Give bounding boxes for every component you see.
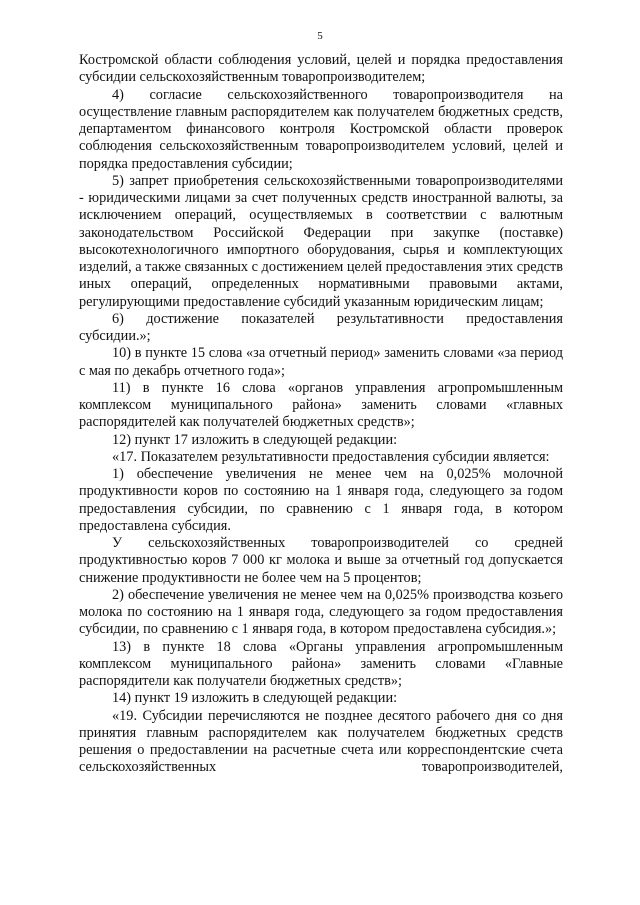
paragraph: 11) в пункте 16 слова «органов управления агропромышленным комплексом муниципального района» заменить словами «главных распорядителей как получателей бюджетных средств»; [79, 379, 563, 431]
paragraph: 12) пункт 17 изложить в следующей редакции: [112, 431, 398, 448]
paragraph: 13) в пункте 18 слова «Органы управления агропромышленным комплексом муниципального района» заменить словами «Главные распорядители как получатели бюджетных средств»; [79, 638, 563, 689]
document-body [79, 52, 563, 777]
paragraph: 10) в пункте 15 слова «за отчетный период» заменить словами «за период с мая по декабрь отчетного года»; [79, 345, 563, 379]
paragraph: 6) достижение показателей результативности предоставления субсидии.»; [79, 310, 563, 344]
paragraph: 5) запрет приобретения сельскохозяйственными товаропроизводителями - юридическими лицами за счет полученных средств иностранной валюты, за исключением операций, осуществляемых в соответствии с валютным законодательством Российской Федерации при закупке (поставке) высокотехнологичного импортного оборудования, сырья и комплектующих изделий, а также связанных с достижением целей предоставления этих средств иных операций, определенных нормативными правовыми актами, регулирующими предоставление субсидий указанным юридическим лицам; [79, 172, 563, 310]
page-number: 5 [317, 30, 323, 42]
paragraph: 1) обеспечение увеличения не менее чем на 0,025% молочной продуктивности коров по состоянию на 1 января года, следующего за годом предоставления субсидии, по сравнению с 1 января года, в котором предоставлена субсидия. [79, 466, 563, 534]
paragraph: 14) пункт 19 изложить в следующей редакции: [112, 690, 398, 707]
paragraph: 4) согласие сельскохозяйственного товаропроизводителя на осуществление главным распорядителем как получателем бюджетных средств, департаментом финансового контроля Костромской области проверок соблюдения сельскохозяйственным товаропроизводителем условий, целей и порядка предоставления субсидии; [79, 86, 563, 172]
paragraph: У сельскохозяйственных товаропроизводителей со средней продуктивностью коров 7 000 кг молока и выше за отчетный год допускается снижение продуктивности не более чем на 5 процентов; [79, 535, 563, 586]
paragraph: «19. Субсидии перечисляются не позднее десятого рабочего дня со дня принятия главным распорядителем как получателем бюджетных средств решения о предоставлении на расчетные счета или корреспондентские счета сельскохозяйственных товаропроизводителей, [79, 707, 563, 776]
paragraph: 2) обеспечение увеличения не менее чем на 0,025% производства козьего молока по состоянию на 1 января года, следующего за годом предоставления субсидии, по сравнению с 1 января года, в котором предоставлена субсидия.»; [79, 586, 563, 638]
paragraph: Костромской области соблюдения условий, целей и порядка предоставления субсидии сельскохозяйственным товаропроизводителем; [79, 52, 563, 86]
paragraph: «17. Показателем результативности предоставления субсидии является: [112, 448, 550, 465]
